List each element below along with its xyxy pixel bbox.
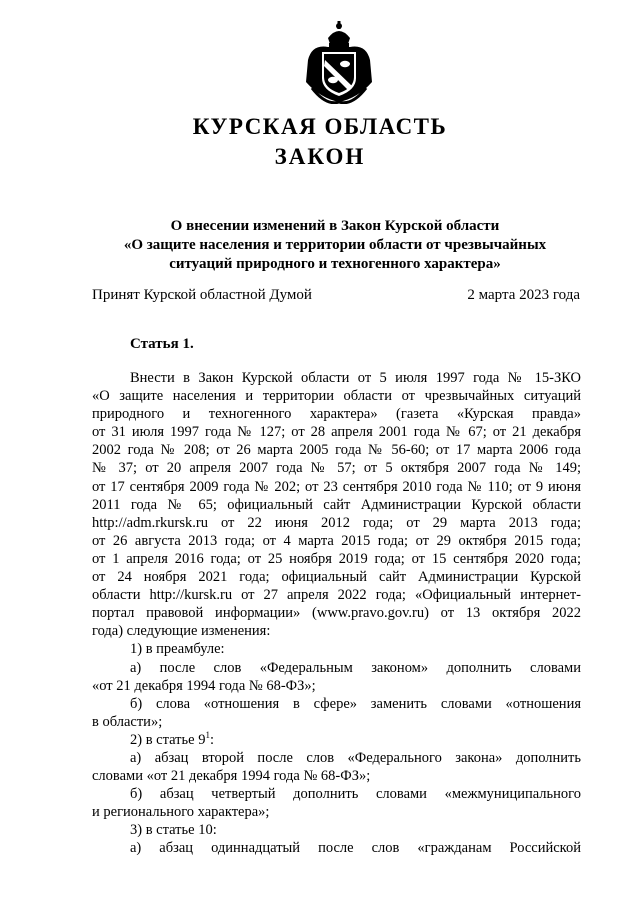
body-line: 2011 года № 65; официальный сайт Администрации Курской области	[92, 496, 581, 513]
region-heading: КУРСКАЯ ОБЛАСТЬ	[192, 114, 448, 139]
title-line: ситуаций природного и техногенного характера»	[169, 256, 501, 272]
list-item-article-9	[92, 731, 581, 749]
list-item-text: 2) в статье 9	[130, 731, 206, 748]
list-item-suffix: :	[209, 731, 214, 748]
body-line: природного и техногенного характера» (газета «Курская правда»	[92, 406, 581, 423]
body-line: от 24 ноября 2021 года; официальный сайт Администрации Курской	[92, 569, 581, 586]
body-line: от 1 апреля 2016 года; от 25 ноября 2019 года; от 15 сентября 2020 года;	[92, 550, 581, 567]
subitem-line: словами «от 21 декабря 1994 года № 68-ФЗ»;	[92, 768, 371, 785]
body-line: портал правовой информации» (www.pravo.gov.ru) от 13 октября 2022	[92, 605, 581, 622]
body-line: № 37; от 20 апреля 2007 года № 57; от 5 октября 2007 года № 149;	[92, 460, 581, 477]
subitem-line: «от 21 декабря 1994 года № 68-ФЗ»;	[92, 677, 316, 694]
article-heading: Статья 1.	[130, 336, 194, 352]
adoption-date: 2 марта 2023 года	[467, 287, 580, 303]
body-line: от 31 июля 1997 года № 127; от 28 апреля 2001 года № 67; от 21 декабря	[92, 424, 581, 441]
subitem-line: и регионального характера»;	[92, 804, 270, 821]
law-title	[90, 217, 580, 274]
superscript: 1	[205, 729, 210, 740]
subitem-line: а) абзац второй после слов «Федерального закона» дополнить	[130, 749, 581, 766]
coat-of-arms-icon	[298, 20, 380, 104]
body-line: 2002 года № 208; от 26 марта 2005 года № 56-60; от 17 марта 2006 года	[92, 442, 581, 459]
body-line: от 17 сентября 2009 года № 202; от 23 сентября 2010 года № 110; от 9 июня	[92, 478, 581, 495]
subitem-line: а) абзац одиннадцатый после слов «гражданам Российской	[130, 840, 581, 857]
body-line: http://adm.rkursk.ru от 22 июня 2012 года; от 29 марта 2013 года;	[92, 514, 581, 531]
article-body	[92, 369, 581, 858]
body-line: «О защите населения и территории области от чрезвычайных ситуаций	[92, 388, 581, 405]
body-line: области http://kursk.ru от 27 апреля 2022 года; «Официальный интернет-	[92, 587, 581, 604]
title-line: О внесении изменений в Закон Курской области	[170, 218, 500, 234]
title-line: «О защите населения и территории области от чрезвычайных	[123, 237, 547, 253]
list-item-preamble: 1) в преамбуле:	[130, 641, 225, 658]
subitem-line: б) слова «отношения в сфере» заменить словами «отношения	[130, 695, 581, 712]
body-line: от 26 августа 2013 года; от 4 марта 2015 года; от 29 октября 2015 года;	[92, 532, 581, 549]
list-item-article-10: 3) в статье 10:	[130, 822, 217, 839]
subitem-line: б) абзац четвертый дополнить словами «межмуниципального	[130, 786, 581, 803]
subitem-line: а) после слов «Федеральным законом» дополнить словами	[130, 659, 581, 676]
document-type-heading: ЗАКОН	[274, 144, 366, 169]
subitem-line: в области»;	[92, 713, 163, 730]
body-line: Внести в Закон Курской области от 5 июля 1997 года № 15-ЗКО	[130, 370, 581, 386]
adopted-by: Принят Курской областной Думой	[92, 287, 312, 303]
body-line: года) следующие изменения:	[92, 623, 271, 640]
